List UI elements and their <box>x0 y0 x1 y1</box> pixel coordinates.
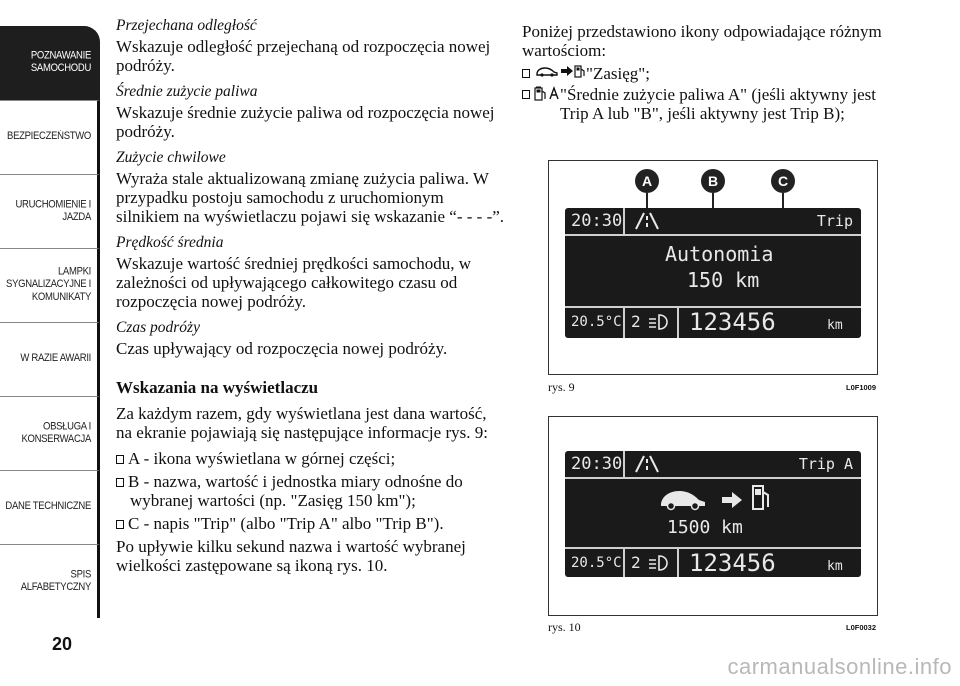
tab-label: LAMPKI SYGNALIZACYJNE I KOMUNIKATY <box>6 265 91 304</box>
figure-10-code: L0F0032 <box>846 623 877 632</box>
checkbox-bullet-icon <box>522 69 530 78</box>
figure-9-caption: rys. 9 <box>548 380 575 394</box>
list-item <box>522 64 907 83</box>
section-title-instant-consumption: Zużycie chwilowe <box>116 149 226 166</box>
checkbox-bullet-icon <box>522 90 530 99</box>
tab-lampki-sygnalizacyjne[interactable] <box>0 248 100 322</box>
tab-obsluga-i-konserwacja[interactable] <box>0 396 100 470</box>
chapter-sidebar <box>0 26 100 618</box>
section-text-instant-consumption: Wyraża stale aktualizowaną zmianę zużycia paliwa. W przypadku postoju samochodu z uruchomionym silnikiem na wyświetlaczu pojawi się wskazanie “- - - -”. <box>116 169 505 226</box>
section-title-avg-consumption: Średnie zużycie paliwa <box>116 83 258 100</box>
trip-label: Trip <box>816 212 853 230</box>
temperature-readout: 20.5°C <box>571 555 622 571</box>
section-title-avg-speed: Prędkość średnia <box>116 234 224 251</box>
section-text-distance: Wskazuje odległość przejechaną od rozpoczęcia nowej podróży. <box>116 37 491 75</box>
car-icon <box>534 64 560 78</box>
figure-10 <box>548 416 878 616</box>
list-item: A - ikona wyświetlana w górnej części; <box>116 449 506 468</box>
road-icon <box>633 212 661 230</box>
tab-w-razie-awarii[interactable] <box>0 322 100 396</box>
value-name: Autonomia <box>665 242 774 266</box>
odometer-readout: 123456 <box>689 308 776 336</box>
tab-label: DANE TECHNICZNE <box>5 500 91 513</box>
tab-label: OBSŁUGA I KONSERWACJA <box>21 419 91 445</box>
display-outro: Po upływie kilku sekund nazwa i wartość wybranej wielkości zastępowane są ikoną rys. 10. <box>116 537 466 575</box>
icon-range-label: "Zasięg"; <box>586 64 650 83</box>
section-text-trip-time: Czas upływający od rozpoczęcia nowej podróży. <box>116 339 448 358</box>
tab-bezpieczenstwo[interactable] <box>0 100 100 174</box>
tab-label: W RAZIE AWARII <box>20 352 91 365</box>
checkbox-bullet-icon <box>116 520 124 529</box>
fuel-pump-icon <box>534 85 548 101</box>
odometer-unit: km <box>827 559 843 574</box>
figure-9 <box>548 160 878 375</box>
tab-dane-techniczne[interactable] <box>0 470 100 544</box>
tab-poznawanie-samochodu[interactable] <box>0 26 100 100</box>
odometer-unit: km <box>827 318 843 333</box>
tab-spis-alfabetyczny[interactable] <box>0 544 100 618</box>
icon-avg-consumption-label: "Średnie zużycie paliwa A" (jeśli aktywny jest Trip A lub "B", jeśli aktywny jest Trip B); <box>560 85 877 123</box>
icons-intro: Poniżej przedstawiono ikony odpowiadające różnym wartościom: <box>522 22 882 60</box>
marker-c: C <box>771 169 795 193</box>
figure-9-code: L0F1009 <box>846 383 877 392</box>
tab-uruchomienie-i-jazda[interactable] <box>0 174 100 248</box>
checkbox-bullet-icon <box>116 455 124 464</box>
arrow-right-icon <box>721 491 743 509</box>
section-text-avg-speed: Wskazuje wartość średniej prędkości samochodu, w zależności od upływającego całkowitego czasu od rozpoczęcia nowej podróży. <box>116 254 471 311</box>
letter-a-icon <box>548 85 560 101</box>
section-title-distance: Przejechana odległość <box>116 17 257 34</box>
value-reading: 1500 km <box>667 517 743 538</box>
value-reading: 150 km <box>687 268 760 292</box>
gear-readout: 2 <box>631 312 641 331</box>
display-heading: Wskazania na wyświetlaczu <box>116 378 319 397</box>
temperature-readout: 20.5°C <box>571 314 622 330</box>
tab-label: URUCHOMIENIE I JAZDA <box>15 197 91 223</box>
car-icon <box>657 485 709 511</box>
list-item <box>522 85 907 123</box>
left-column <box>116 16 506 582</box>
marker-b: B <box>701 169 725 193</box>
list-item: C - napis "Trip" (albo "Trip A" albo "Trip B"). <box>116 514 506 533</box>
lcd-display <box>565 451 861 577</box>
road-icon <box>633 455 661 473</box>
list-item: B - nazwa, wartość i jednostka miary odnośne do wybranej wartości (np. "Zasięg 150 km"); <box>116 472 506 510</box>
odometer-readout: 123456 <box>689 549 776 577</box>
marker-a: A <box>635 169 659 193</box>
clock-readout: 20:30 <box>571 211 623 231</box>
lamp-icon <box>647 313 669 331</box>
section-text-avg-consumption: Wskazuje średnie zużycie paliwa od rozpoczęcia nowej podróży. <box>116 103 495 141</box>
right-column <box>522 22 907 125</box>
fuel-pump-icon <box>574 64 586 78</box>
page-number: 20 <box>52 634 73 654</box>
figure-10-caption: rys. 10 <box>548 620 581 634</box>
trip-label: Trip A <box>798 455 853 473</box>
arrow-right-icon <box>560 64 574 78</box>
section-title-trip-time: Czas podróży <box>116 319 200 336</box>
lamp-icon <box>647 554 669 572</box>
display-intro: Za każdym razem, gdy wyświetlana jest dana wartość, na ekranie pojawiają się następujące informacje rys. 9: <box>116 404 488 442</box>
tab-label: POZNAWANIE SAMOCHODU <box>30 49 91 75</box>
tab-label: SPIS ALFABETYCZNY <box>20 567 91 593</box>
clock-readout: 20:30 <box>571 454 623 474</box>
tab-label: BEZPIECZEŃSTWO <box>7 130 91 143</box>
gear-readout: 2 <box>631 553 641 572</box>
watermark: carmanualsonline.info <box>727 654 952 679</box>
fuel-pump-icon <box>751 483 771 511</box>
lcd-display <box>565 208 861 338</box>
checkbox-bullet-icon <box>116 478 124 487</box>
